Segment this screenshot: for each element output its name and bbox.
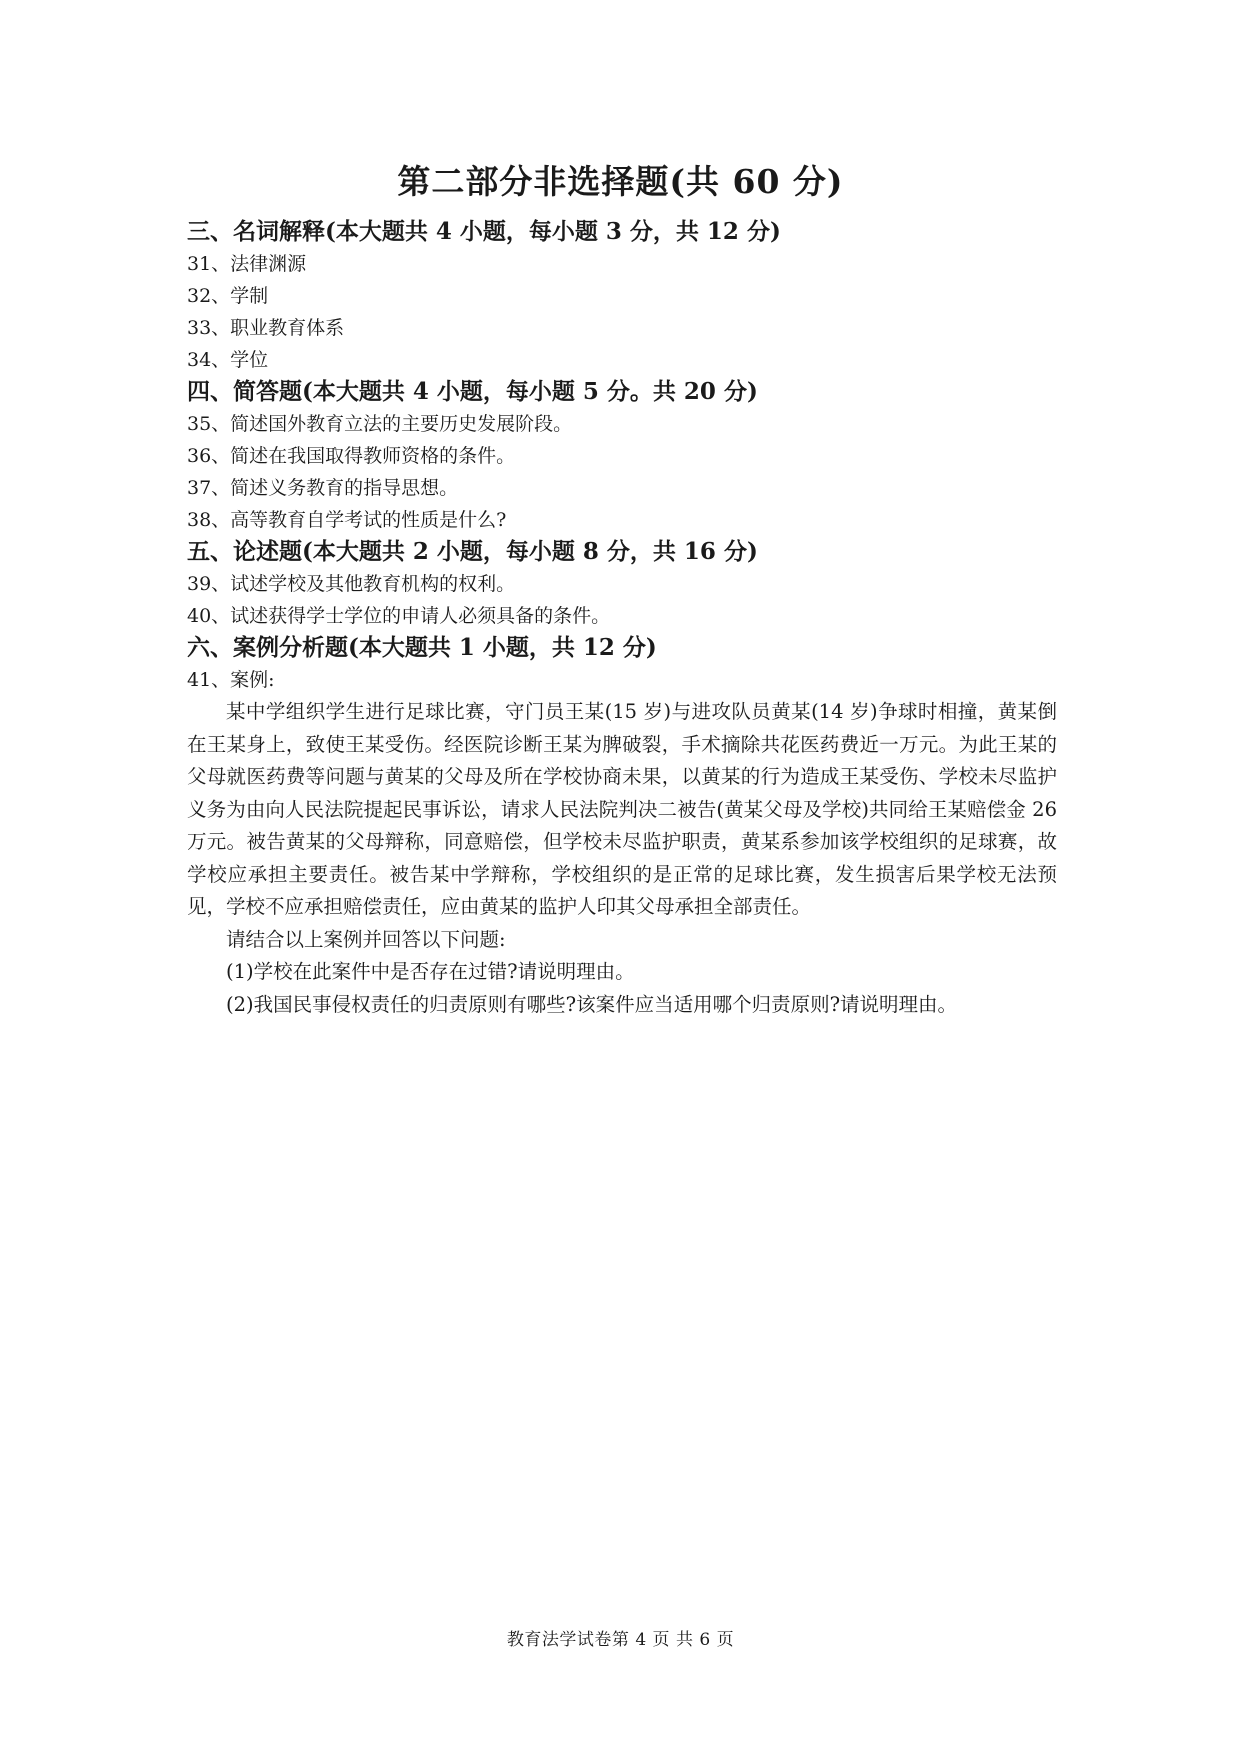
case-paragraph: 某中学组织学生进行足球比赛，守门员王某(15 岁)与进攻队员黄某(14 岁)争球时相撞，黄某倒在王某身上，致使王某受伤。经医院诊断王某为脾破裂，手术摘除共花医药费近一万元。为此王某的父母就医药费等问题与黄某的父母及所在学校协商未果，以黄某的行为造成王某受伤、学校未尽监护义务为由向人民法院提起民事诉讼，请求人民法院判决二被告(黄某父母及学校)共同给王某赔偿金 26 万元。被告黄某的父母辩称，同意赔偿，但学校未尽监护职责，黄某系参加该学校组织的足球赛，故学校应承担主要责任。被告某中学辩称，学校组织的是正常的足球比赛，发生损害后果学校无法预见，学校不应承担赔偿责任，应由黄某的监护人印其父母承担全部责任。 xyxy=(187,700,1057,918)
section-heading-short-answer: 四、简答题(本大题共 4 小题，每小题 5 分。共 20 分) xyxy=(187,378,758,405)
question-32: 32、学制 xyxy=(187,285,269,307)
exam-content xyxy=(187,216,1057,1021)
case-item-1: (1)学校在此案件中是否存在过错?请说明理由。 xyxy=(226,960,635,983)
page-footer: 教育法学试卷第 4 页 共 6 页 xyxy=(506,1630,735,1650)
question-33: 33、职业教育体系 xyxy=(187,317,345,339)
section-heading-definitions: 三、名词解释(本大题共 4 小题，每小题 3 分，共 12 分) xyxy=(187,218,781,245)
question-34: 34、学位 xyxy=(187,349,269,371)
question-36: 36、简述在我国取得教师资格的条件。 xyxy=(187,445,516,467)
question-40: 40、试述获得学士学位的申请人必须具备的条件。 xyxy=(187,605,611,627)
question-39: 39、试述学校及其他教育机构的权利。 xyxy=(187,573,516,595)
section-heading-case-analysis: 六、案例分析题(本大题共 1 小题，共 12 分) xyxy=(187,634,657,661)
case-item-2: (2)我国民事侵权责任的归责原则有哪些?该案件应当适用哪个归责原则?请说明理由。 xyxy=(226,992,958,1016)
case-prompt: 请结合以上案例并回答以下问题: xyxy=(226,927,506,951)
question-37: 37、简述义务教育的指导思想。 xyxy=(187,477,459,499)
question-31: 31、法律渊源 xyxy=(187,253,307,275)
question-38: 38、高等教育自学考试的性质是什么? xyxy=(187,509,507,531)
page-title: 第二部分非选择题(共 60 分) xyxy=(397,162,844,201)
section-heading-essay: 五、论述题(本大题共 2 小题，每小题 8 分，共 16 分) xyxy=(187,538,758,565)
question-35: 35、简述国外教育立法的主要历史发展阶段。 xyxy=(187,413,573,435)
question-41: 41、案例: xyxy=(187,669,275,691)
